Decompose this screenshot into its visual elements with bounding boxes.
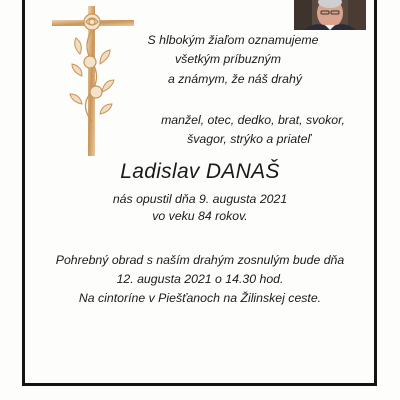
- deceased-name: Ladislav DANAŠ: [120, 160, 280, 183]
- funeral-line-3: Na cintoríne v Piešťanoch na Žilinskej ceste.: [78, 291, 322, 305]
- age-line: vo veku 84 rokov.: [152, 209, 248, 223]
- intro-line-2: všetkým príbuzným: [175, 52, 281, 66]
- funeral-line-2: 12. augusta 2021 o 14.30 hod.: [116, 272, 284, 286]
- relations-line-2: švagor, strýko a priateľ: [187, 132, 311, 146]
- death-date-line: nás opustil dňa 9. augusta 2021: [112, 192, 288, 206]
- intro-line-3: a známym, že náš drahý: [168, 72, 302, 86]
- funeral-line-1: Pohrebný obrad s naším drahým zosnulým bude dňa: [55, 253, 345, 267]
- intro-line-1: S hlbokým žiaľom oznamujeme: [147, 33, 319, 47]
- relations-line-1: manžel, otec, dedko, brat, svokor,: [161, 113, 345, 127]
